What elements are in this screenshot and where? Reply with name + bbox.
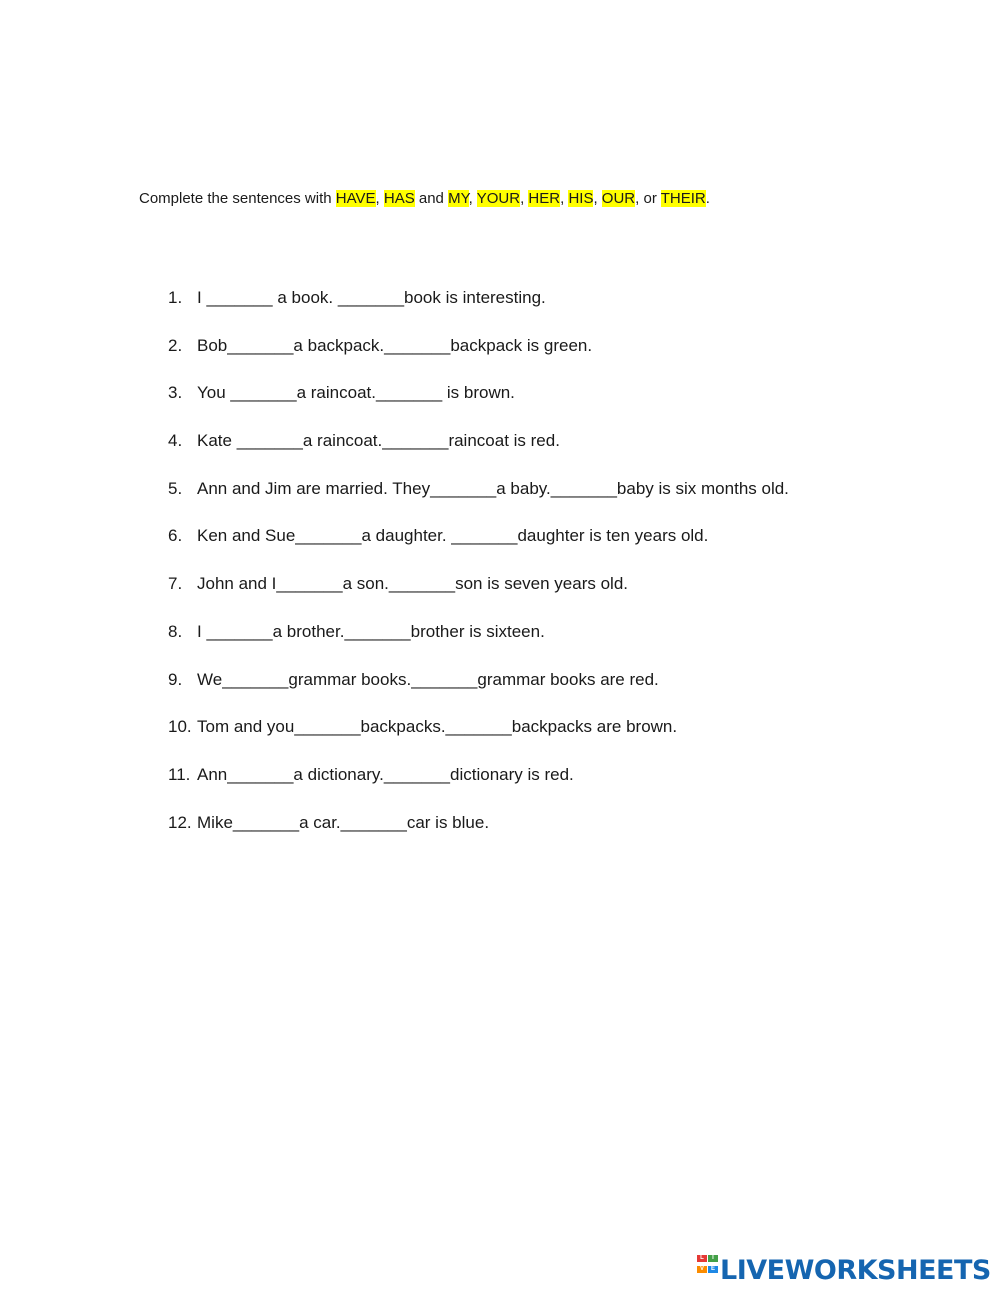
item-sentence: Mike_______a car._______car is blue. <box>197 812 490 832</box>
separator: , or <box>635 190 661 207</box>
item-sentence: You _______a raincoat._______ is brown. <box>197 383 515 403</box>
item-sentence: John and I_______a son._______son is seven years old. <box>197 574 628 594</box>
logo-block-v: V <box>697 1266 707 1273</box>
keyword-have: HAVE <box>335 190 376 207</box>
exercise-item <box>168 524 789 572</box>
item-number: 9. <box>168 669 183 689</box>
keyword-our: OUR <box>601 190 636 207</box>
keyword-their: THEIR <box>660 190 706 207</box>
exercise-item <box>168 811 789 859</box>
item-number: 2. <box>168 335 183 355</box>
logo-text: LIVEWORKSHEETS <box>720 1255 991 1286</box>
liveworksheets-logo <box>697 1256 991 1286</box>
exercise-item <box>168 763 789 811</box>
logo-block-e: E <box>708 1266 718 1273</box>
item-number: 10. <box>168 717 192 737</box>
exercise-item <box>168 381 789 429</box>
exercise-item <box>168 477 789 525</box>
item-number: 3. <box>168 383 183 403</box>
item-sentence: We_______grammar books._______grammar books are red. <box>197 669 659 689</box>
separator: and <box>414 190 449 207</box>
separator: , <box>593 190 602 207</box>
item-number: 12. <box>168 812 192 832</box>
item-number: 11. <box>168 764 191 784</box>
exercise-item <box>168 334 789 382</box>
item-number: 8. <box>168 621 183 641</box>
item-sentence: Tom and you_______backpacks._______backpacks are brown. <box>197 717 678 737</box>
separator: , <box>560 190 569 207</box>
item-sentence: Kate _______a raincoat._______raincoat is red. <box>197 431 560 451</box>
logo-block-l: L <box>697 1255 707 1262</box>
keyword-my: MY <box>448 190 469 207</box>
item-sentence: Bob_______a backpack._______backpack is green. <box>197 335 593 355</box>
item-number: 4. <box>168 431 183 451</box>
exercise-item <box>168 572 789 620</box>
logo-block-i: I <box>708 1255 718 1262</box>
instruction-text <box>139 188 710 210</box>
separator: . <box>705 190 710 207</box>
item-sentence: Ann_______a dictionary._______dictionary is red. <box>197 764 574 784</box>
keyword-your: YOUR <box>476 190 521 207</box>
item-number: 5. <box>168 478 183 498</box>
separator: , <box>520 190 529 207</box>
item-sentence: I _______a brother._______brother is sixteen. <box>197 621 545 641</box>
keyword-his: HIS <box>568 190 594 207</box>
exercise-item <box>168 668 789 716</box>
separator: , <box>468 190 477 207</box>
item-number: 6. <box>168 526 183 546</box>
item-sentence: Ann and Jim are married. They_______a baby._______baby is six months old. <box>197 478 789 498</box>
keyword-has: HAS <box>383 190 415 207</box>
exercise-item <box>168 429 789 477</box>
exercise-item <box>168 286 789 334</box>
item-sentence: Ken and Sue_______a daughter. _______daughter is ten years old. <box>197 526 709 546</box>
instruction-prefix: Complete the sentences with <box>139 190 336 207</box>
item-number: 1. <box>168 288 183 307</box>
separator: , <box>375 190 384 207</box>
exercise-item <box>168 620 789 668</box>
logo-blocks-icon <box>697 1255 718 1287</box>
keyword-her: HER <box>528 190 561 207</box>
exercise-item <box>168 715 789 763</box>
exercise-list <box>168 286 789 858</box>
item-sentence: I _______ a book. _______book is interesting. <box>197 288 546 307</box>
item-number: 7. <box>168 574 183 594</box>
